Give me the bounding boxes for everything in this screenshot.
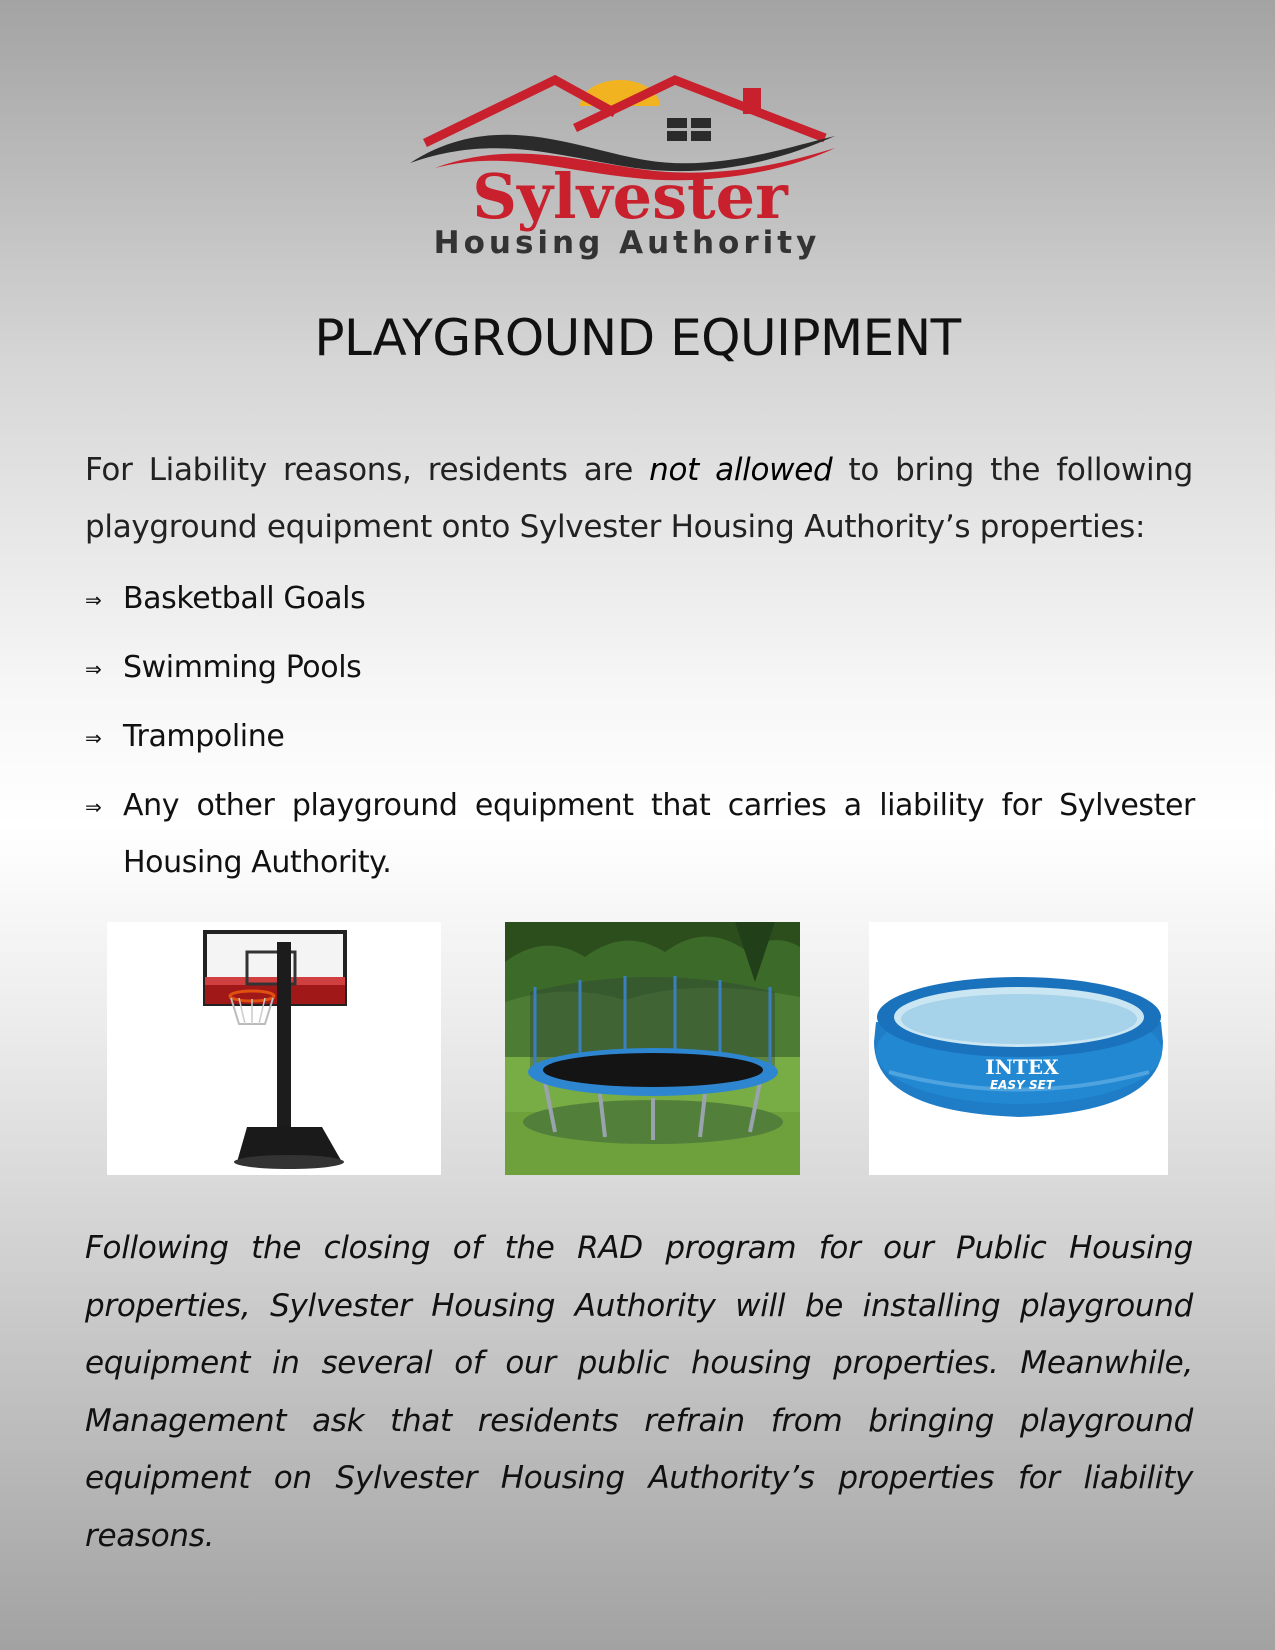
pool-model: EASY SET [989, 1078, 1055, 1092]
closing-paragraph: Following the closing of the RAD program for our Public Housing properties, Sylvester Housing Authority will be installing playground equipment in several of our public housing properties. Meanwhile, Management ask that residents refrain from bringing playground equipment on Sylvester Housing Authority’s properties for liability reasons. [85, 1230, 1193, 1554]
arrow-icon: ⇒ [85, 588, 102, 612]
swimming-pool-image [869, 922, 1168, 1175]
list-item-label: Any other playground equipment that carries a liability for Sylvester Housing Authority. [123, 788, 1195, 880]
logo-name: Sylvester [472, 160, 788, 233]
page-title: PLAYGROUND EQUIPMENT [314, 309, 961, 367]
intro-paragraph [85, 442, 1193, 556]
logo-subtitle: Housing Authority [433, 225, 821, 261]
list-item-label: Swimming Pools [123, 650, 362, 685]
sylvester-housing-authority-logo [405, 68, 875, 268]
list-item [85, 570, 1195, 627]
list-item-label: Basketball Goals [123, 581, 366, 616]
list-item-label: Trampoline [123, 719, 285, 754]
intro-text-1: For Liability reasons, residents are [85, 452, 650, 488]
intro-emphasis: not allowed [649, 452, 833, 488]
list-item [85, 777, 1195, 891]
prohibited-equipment-list [85, 570, 1195, 903]
trampoline-image [505, 922, 800, 1175]
basketball-goal-image [107, 922, 441, 1175]
arrow-icon: ⇒ [85, 657, 102, 681]
arrow-icon: ⇒ [85, 795, 102, 819]
list-item [85, 708, 1195, 765]
intro-text-2: to bring the following playground equipment onto Sylvester Housing Authority’s properties: [85, 452, 1193, 545]
arrow-icon: ⇒ [85, 726, 102, 750]
pool-brand: INTEX [985, 1055, 1059, 1079]
list-item [85, 639, 1195, 696]
